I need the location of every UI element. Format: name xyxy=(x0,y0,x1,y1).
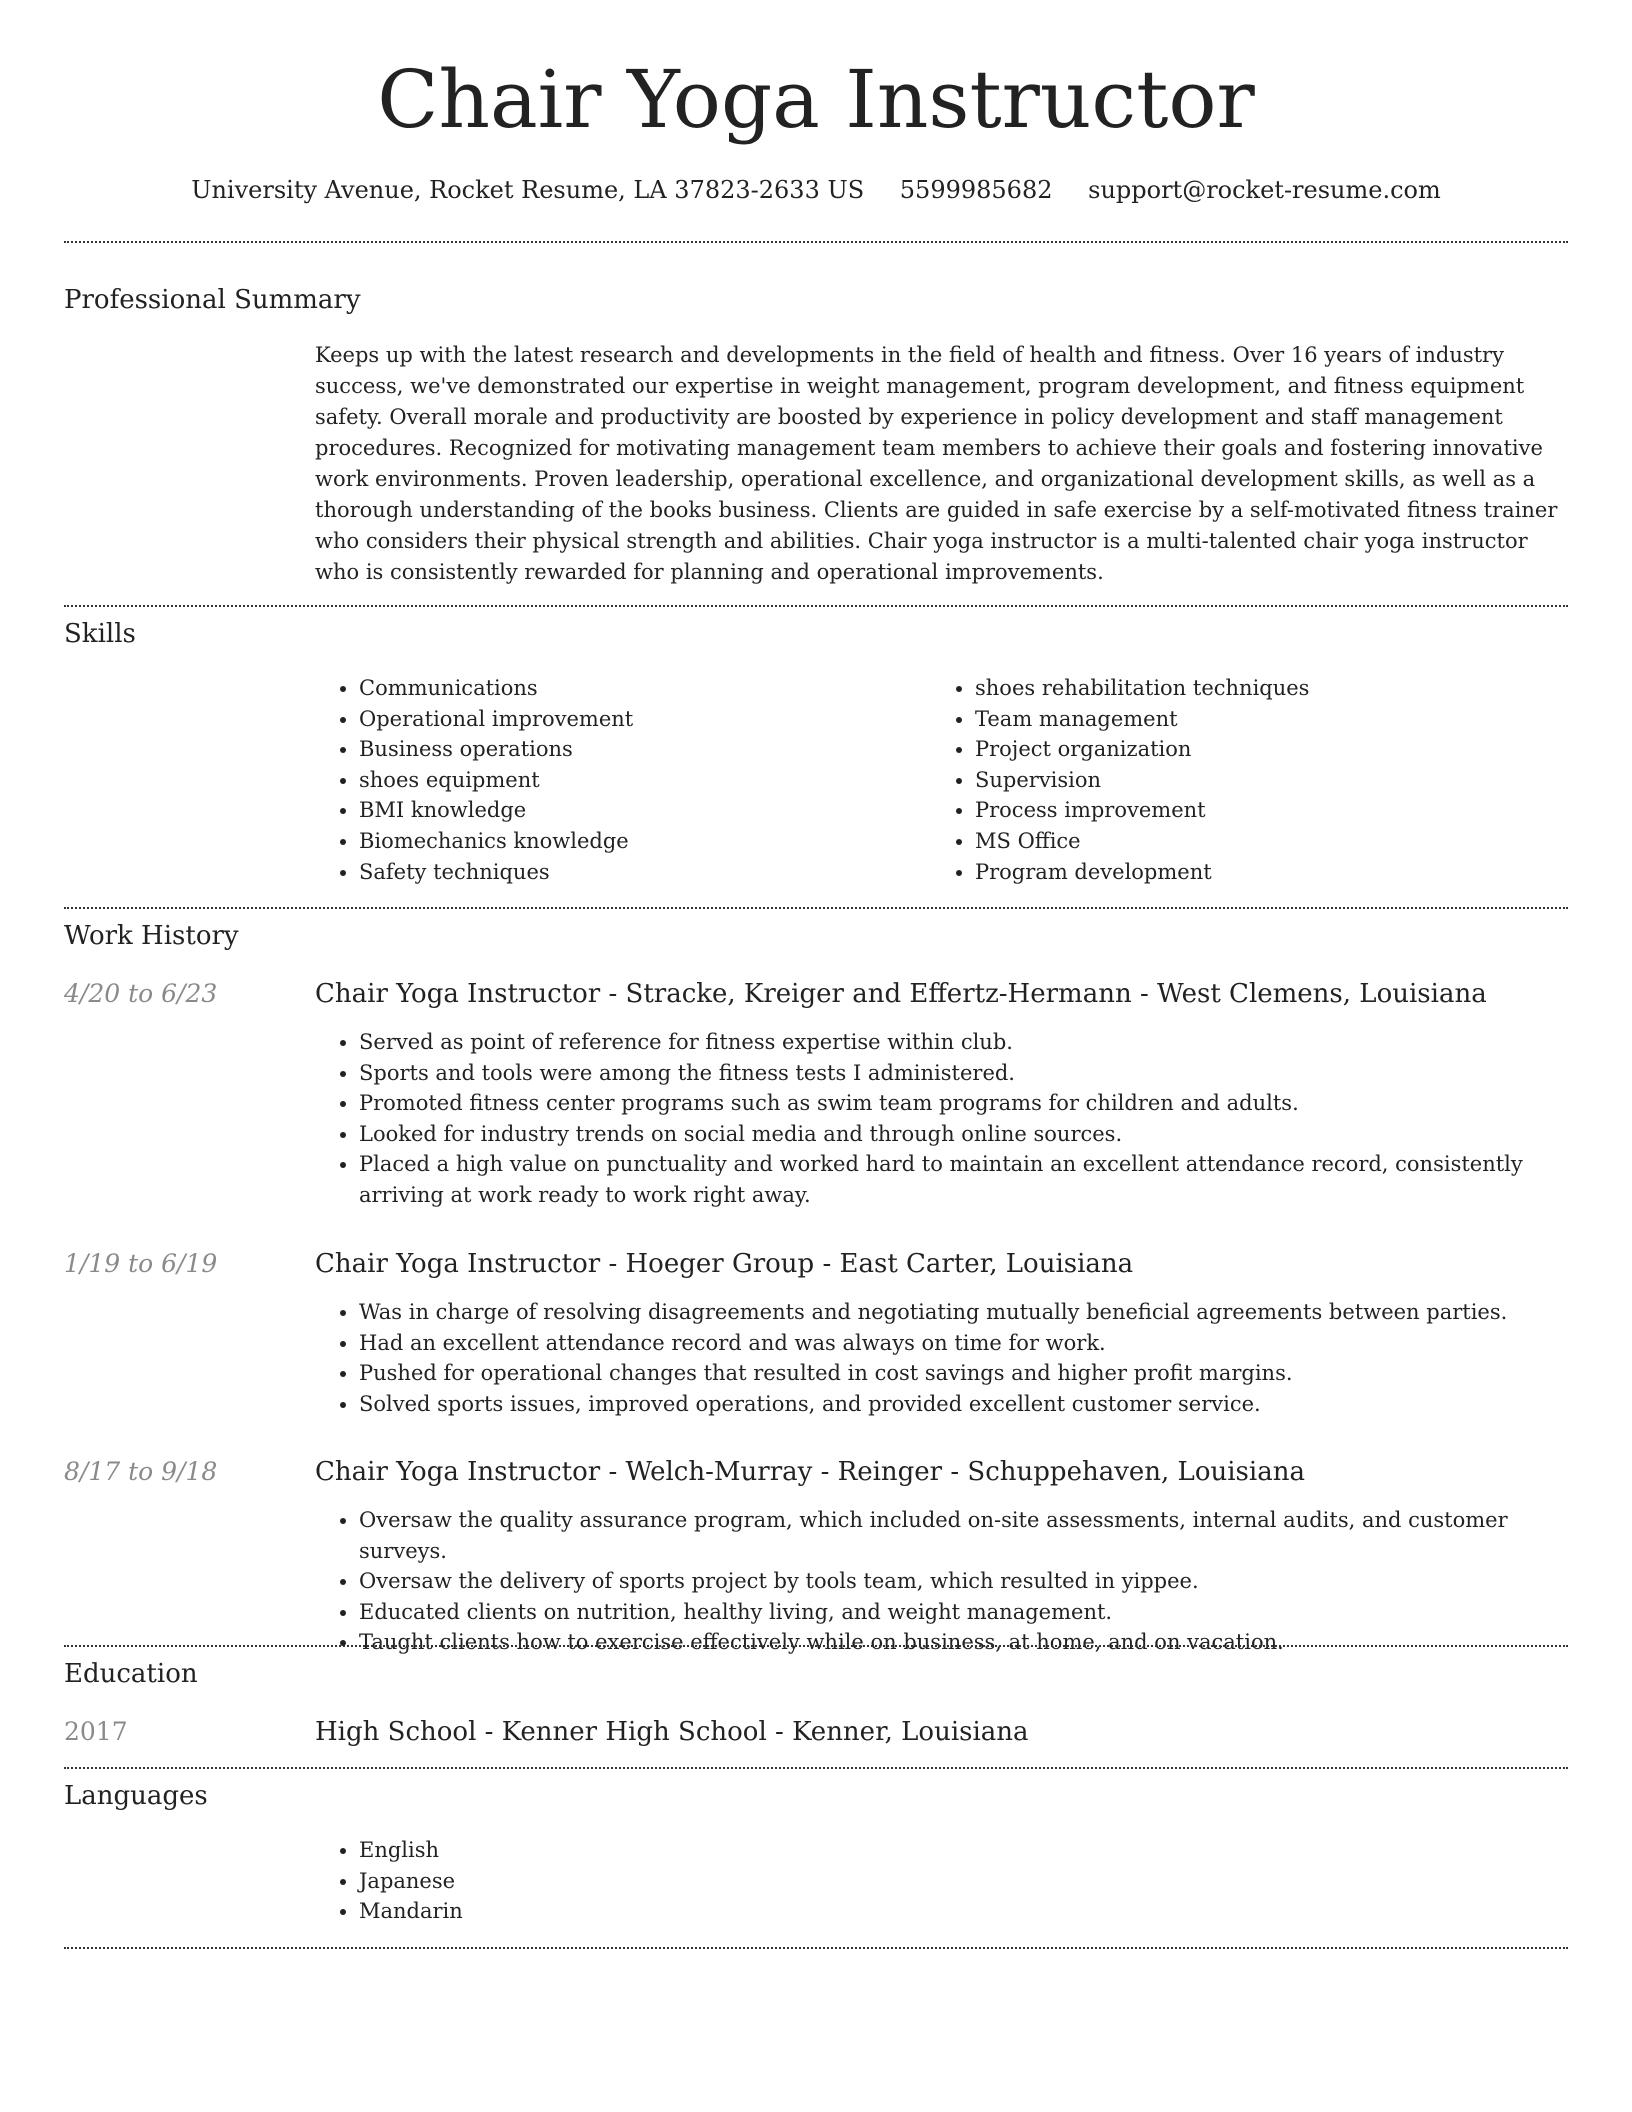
skill-item: • shoes rehabilitation techniques xyxy=(975,673,1595,704)
job-bullets xyxy=(315,1297,1599,1419)
skills-title: Skills xyxy=(64,619,136,649)
skill-item: • shoes equipment xyxy=(359,765,919,796)
summary-text: Keeps up with the latest research and developments in the field of health and fitness. Over 16 years of industry success, we've demonstrated our expertise in weight management, program development, and fitness equipment safety. Overall morale and productivity are boosted by experience in policy development and staff management procedures. Recognized for motivating management team members to achieve their goals and fostering innovative work environments. Proven leadership, operational excellence, and organizational development skills, as well as a thorough understanding of the books business. Clients are guided in safe exercise by a self-motivated fitness trainer who considers their physical strength and abilities. Chair yoga instructor is a multi-talented chair yoga instructor who is consistently rewarded for planning and operational improvements. xyxy=(315,343,1558,584)
skill-item: • Process improvement xyxy=(975,795,1595,826)
job-bullet: • Promoted fitness center programs such as swim team programs for children and adults. xyxy=(359,1088,1599,1119)
section-divider xyxy=(64,1947,1568,1949)
education-year: 2017 xyxy=(64,1717,128,1746)
job-bullets xyxy=(315,1505,1599,1658)
job-bullets xyxy=(315,1027,1599,1211)
education-title: Education xyxy=(64,1659,198,1689)
job-dates: 4/20 to 6/23 xyxy=(64,979,218,1008)
job-bullet: • Had an excellent attendance record and was always on time for work. xyxy=(359,1328,1599,1359)
section-divider xyxy=(64,605,1568,607)
job-bullet: • Placed a high value on punctuality and worked hard to maintain an excellent attendance record, consistently arriving at work ready to work right away. xyxy=(359,1149,1599,1210)
language-item: • Mandarin xyxy=(359,1896,959,1927)
job-dates: 1/19 to 6/19 xyxy=(64,1249,218,1278)
section-divider xyxy=(64,1645,1568,1647)
job-bullet: • Looked for industry trends on social media and through online sources. xyxy=(359,1119,1599,1150)
job-bullet: • Served as point of reference for fitness expertise within club. xyxy=(359,1027,1599,1058)
job-dates: 8/17 to 9/18 xyxy=(64,1457,218,1486)
job-heading: Chair Yoga Instructor - Welch-Murray - Reinger - Schuppehaven, Louisiana xyxy=(315,1457,1305,1487)
language-item: • Japanese xyxy=(359,1866,959,1897)
skill-item: • Project organization xyxy=(975,734,1595,765)
job-bullet: • Oversaw the delivery of sports project by tools team, which resulted in yippee. xyxy=(359,1566,1599,1597)
skill-item: • Program development xyxy=(975,857,1595,888)
job-heading: Chair Yoga Instructor - Hoeger Group - East Carter, Louisiana xyxy=(315,1249,1134,1279)
skill-item: • Business operations xyxy=(359,734,919,765)
job-heading: Chair Yoga Instructor - Stracke, Kreiger and Effertz-Hermann - West Clemens, Louisiana xyxy=(315,979,1487,1009)
skill-item: • Safety techniques xyxy=(359,857,919,888)
skill-item: • Operational improvement xyxy=(359,704,919,735)
skill-item: • MS Office xyxy=(975,826,1595,857)
contact-line xyxy=(0,170,1632,210)
languages-list xyxy=(315,1835,959,1927)
job-bullet: • Oversaw the quality assurance program, which included on-site assessments, internal audits, and customer surveys. xyxy=(359,1505,1599,1566)
work-title: Work History xyxy=(64,921,239,951)
job-bullet: • Solved sports issues, improved operations, and provided excellent customer service. xyxy=(359,1389,1599,1420)
skill-item: • Biomechanics knowledge xyxy=(359,826,919,857)
skills-list-right xyxy=(931,673,1595,887)
job-bullet: • Pushed for operational changes that resulted in cost savings and higher profit margins. xyxy=(359,1358,1599,1389)
job-bullet: • Sports and tools were among the fitness tests I administered. xyxy=(359,1058,1599,1089)
section-divider xyxy=(64,907,1568,909)
resume-name: Chair Yoga Instructor xyxy=(377,53,1255,146)
summary-title: Professional Summary xyxy=(64,285,361,315)
job-bullet: • Was in charge of resolving disagreements and negotiating mutually beneficial agreements between parties. xyxy=(359,1297,1599,1328)
skill-item: • Supervision xyxy=(975,765,1595,796)
contact-phone: 5599985682 xyxy=(899,176,1053,204)
section-divider xyxy=(64,1767,1568,1769)
job-bullet: • Taught clients how to exercise effectively while on business, at home, and on vacation. xyxy=(359,1627,1599,1658)
skills-list-left xyxy=(315,673,919,887)
section-divider xyxy=(64,241,1568,243)
skill-item: • Team management xyxy=(975,704,1595,735)
skill-item: • BMI knowledge xyxy=(359,795,919,826)
skill-item: • Communications xyxy=(359,673,919,704)
job-bullet: • Educated clients on nutrition, healthy living, and weight management. xyxy=(359,1597,1599,1628)
education-heading: High School - Kenner High School - Kenner, Louisiana xyxy=(315,1717,1029,1747)
contact-email: support@rocket-resume.com xyxy=(1088,176,1441,204)
languages-title: Languages xyxy=(64,1781,208,1811)
contact-address: University Avenue, Rocket Resume, LA 37823-2633 US xyxy=(191,176,865,204)
language-item: • English xyxy=(359,1835,959,1866)
